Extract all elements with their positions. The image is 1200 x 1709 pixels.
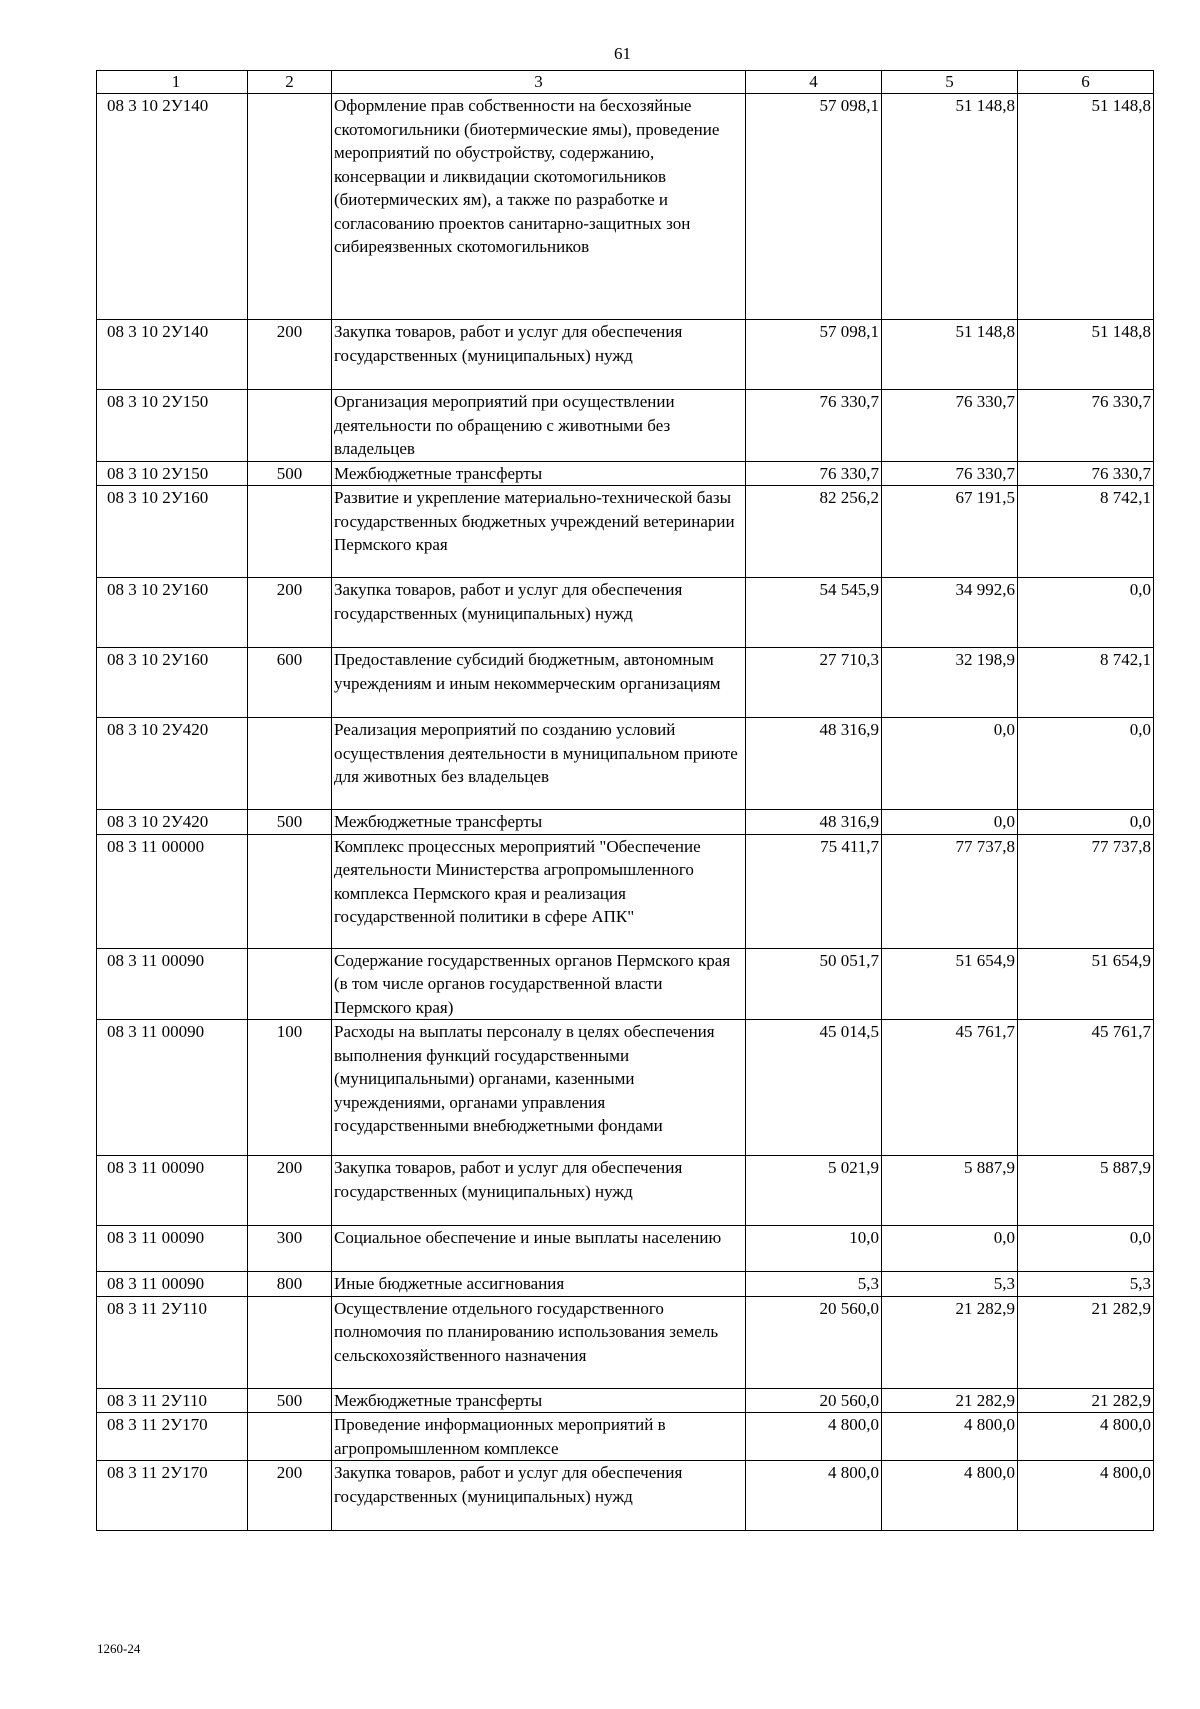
- expense-type-cell: [248, 718, 332, 810]
- amount-col-6-cell: 5 887,9: [1018, 1156, 1154, 1226]
- table-row: [97, 1296, 1154, 1388]
- amount-col-6-cell: 45 761,7: [1018, 1020, 1154, 1156]
- header-col-5: 5: [882, 71, 1018, 94]
- amount-col-5-cell: 76 330,7: [882, 461, 1018, 486]
- expense-type-cell: 500: [248, 1388, 332, 1413]
- header-col-1: 1: [97, 71, 248, 94]
- header-col-6: 6: [1018, 71, 1154, 94]
- amount-col-6-cell: 8 742,1: [1018, 648, 1154, 718]
- item-name-cell: Предоставление субсидий бюджетным, автономным учреждениям и иным некоммерческим организациям: [332, 648, 746, 718]
- item-name-cell: Закупка товаров, работ и услуг для обеспечения государственных (муниципальных) нужд: [332, 1156, 746, 1226]
- amount-col-4-cell: 4 800,0: [746, 1461, 882, 1531]
- item-name-cell: Комплекс процессных мероприятий "Обеспечение деятельности Министерства агропромышленного комплекса Пермского края и реализация государственной политики в сфере АПК": [332, 834, 746, 948]
- target-code-cell: 08 3 11 2У110: [97, 1388, 248, 1413]
- amount-col-6-cell: 76 330,7: [1018, 390, 1154, 462]
- amount-col-6-cell: 0,0: [1018, 718, 1154, 810]
- expense-type-cell: [248, 834, 332, 948]
- amount-col-5-cell: 5,3: [882, 1272, 1018, 1297]
- item-name-cell: Закупка товаров, работ и услуг для обеспечения государственных (муниципальных) нужд: [332, 578, 746, 648]
- target-code-cell: 08 3 11 2У170: [97, 1461, 248, 1531]
- item-name-cell: Закупка товаров, работ и услуг для обеспечения государственных (муниципальных) нужд: [332, 1461, 746, 1531]
- amount-col-6-cell: 4 800,0: [1018, 1461, 1154, 1531]
- amount-col-4-cell: 45 014,5: [746, 1020, 882, 1156]
- target-code-cell: 08 3 11 2У170: [97, 1413, 248, 1461]
- amount-col-4-cell: 48 316,9: [746, 810, 882, 835]
- header-row: [97, 71, 1154, 94]
- amount-col-5-cell: 51 148,8: [882, 320, 1018, 390]
- table-row: [97, 1156, 1154, 1226]
- expense-type-cell: 600: [248, 648, 332, 718]
- amount-col-4-cell: 82 256,2: [746, 486, 882, 578]
- target-code-cell: 08 3 11 00090: [97, 1156, 248, 1226]
- table-row: [97, 718, 1154, 810]
- item-name-cell: Организация мероприятий при осуществлении деятельности по обращению с животными без владельцев: [332, 390, 746, 462]
- amount-col-5-cell: 5 887,9: [882, 1156, 1018, 1226]
- item-name-cell: Закупка товаров, работ и услуг для обеспечения государственных (муниципальных) нужд: [332, 320, 746, 390]
- table-row: [97, 948, 1154, 1020]
- item-name-cell: Расходы на выплаты персоналу в целях обеспечения выполнения функций государственными (муниципальными) органами, казенными учреждениями, органами управления государственными внебюджетными фондами: [332, 1020, 746, 1156]
- amount-col-6-cell: 8 742,1: [1018, 486, 1154, 578]
- target-code-cell: 08 3 11 00090: [97, 1226, 248, 1272]
- amount-col-6-cell: 21 282,9: [1018, 1296, 1154, 1388]
- table-row: [97, 320, 1154, 390]
- amount-col-5-cell: 45 761,7: [882, 1020, 1018, 1156]
- target-code-cell: 08 3 10 2У140: [97, 320, 248, 390]
- amount-col-5-cell: 51 654,9: [882, 948, 1018, 1020]
- amount-col-5-cell: 32 198,9: [882, 648, 1018, 718]
- amount-col-4-cell: 54 545,9: [746, 578, 882, 648]
- amount-col-5-cell: 34 992,6: [882, 578, 1018, 648]
- target-code-cell: 08 3 11 00090: [97, 948, 248, 1020]
- table-row: [97, 1020, 1154, 1156]
- item-name-cell: Проведение информационных мероприятий в агропромышленном комплексе: [332, 1413, 746, 1461]
- table-row: [97, 390, 1154, 462]
- amount-col-6-cell: 0,0: [1018, 810, 1154, 835]
- expense-type-cell: [248, 1296, 332, 1388]
- expense-type-cell: 200: [248, 320, 332, 390]
- amount-col-4-cell: 76 330,7: [746, 390, 882, 462]
- item-name-cell: Оформление прав собственности на бесхозяйные скотомогильники (биотермические ямы), проведение мероприятий по обустройству, содержанию, консервации и ликвидации скотомогильников (биотермических ям), а также по разработке и согласованию проектов санитарно-защитных зон сибиреязвенных скотомогильников: [332, 94, 746, 320]
- expense-type-cell: [248, 948, 332, 1020]
- amount-col-6-cell: 21 282,9: [1018, 1388, 1154, 1413]
- target-code-cell: 08 3 10 2У160: [97, 648, 248, 718]
- amount-col-4-cell: 27 710,3: [746, 648, 882, 718]
- amount-col-4-cell: 76 330,7: [746, 461, 882, 486]
- table-row: [97, 1413, 1154, 1461]
- target-code-cell: 08 3 10 2У150: [97, 461, 248, 486]
- table-row: [97, 578, 1154, 648]
- expense-type-cell: 200: [248, 1461, 332, 1531]
- expense-type-cell: [248, 390, 332, 462]
- expense-type-cell: [248, 1413, 332, 1461]
- target-code-cell: 08 3 10 2У420: [97, 810, 248, 835]
- table-row: [97, 834, 1154, 948]
- amount-col-5-cell: 77 737,8: [882, 834, 1018, 948]
- amount-col-5-cell: 4 800,0: [882, 1413, 1018, 1461]
- amount-col-5-cell: 0,0: [882, 810, 1018, 835]
- target-code-cell: 08 3 11 00090: [97, 1272, 248, 1297]
- table-row: [97, 1226, 1154, 1272]
- target-code-cell: 08 3 10 2У140: [97, 94, 248, 320]
- item-name-cell: Реализация мероприятий по созданию условий осуществления деятельности в муниципальном приюте для животных без владельцев: [332, 718, 746, 810]
- item-name-cell: Социальное обеспечение и иные выплаты населению: [332, 1226, 746, 1272]
- header-col-2: 2: [248, 71, 332, 94]
- header-col-4: 4: [746, 71, 882, 94]
- amount-col-5-cell: 51 148,8: [882, 94, 1018, 320]
- amount-col-4-cell: 50 051,7: [746, 948, 882, 1020]
- amount-col-6-cell: 51 148,8: [1018, 94, 1154, 320]
- amount-col-4-cell: 57 098,1: [746, 94, 882, 320]
- item-name-cell: Межбюджетные трансферты: [332, 1388, 746, 1413]
- target-code-cell: 08 3 10 2У160: [97, 486, 248, 578]
- amount-col-5-cell: 21 282,9: [882, 1296, 1018, 1388]
- amount-col-4-cell: 5,3: [746, 1272, 882, 1297]
- amount-col-4-cell: 5 021,9: [746, 1156, 882, 1226]
- amount-col-5-cell: 21 282,9: [882, 1388, 1018, 1413]
- expense-type-cell: 800: [248, 1272, 332, 1297]
- table-row: [97, 1461, 1154, 1531]
- target-code-cell: 08 3 10 2У420: [97, 718, 248, 810]
- expense-type-cell: 200: [248, 578, 332, 648]
- item-name-cell: Развитие и укрепление материально-технической базы государственных бюджетных учреждений ветеринарии Пермского края: [332, 486, 746, 578]
- item-name-cell: Осуществление отдельного государственного полномочия по планированию использования земель сельскохозяйственного назначения: [332, 1296, 746, 1388]
- amount-col-6-cell: 5,3: [1018, 1272, 1154, 1297]
- document-code: 1260-24: [97, 1641, 141, 1656]
- amount-col-5-cell: 67 191,5: [882, 486, 1018, 578]
- table-row: [97, 1272, 1154, 1297]
- amount-col-6-cell: 51 654,9: [1018, 948, 1154, 1020]
- target-code-cell: 08 3 11 00090: [97, 1020, 248, 1156]
- amount-col-6-cell: 4 800,0: [1018, 1413, 1154, 1461]
- expense-type-cell: 300: [248, 1226, 332, 1272]
- expense-type-cell: 500: [248, 461, 332, 486]
- table-row: [97, 810, 1154, 835]
- amount-col-4-cell: 57 098,1: [746, 320, 882, 390]
- target-code-cell: 08 3 10 2У150: [97, 390, 248, 462]
- table-row: [97, 94, 1154, 320]
- item-name-cell: Содержание государственных органов Пермского края (в том числе органов государственной власти Пермского края): [332, 948, 746, 1020]
- item-name-cell: Иные бюджетные ассигнования: [332, 1272, 746, 1297]
- amount-col-6-cell: 51 148,8: [1018, 320, 1154, 390]
- amount-col-5-cell: 76 330,7: [882, 390, 1018, 462]
- amount-col-6-cell: 77 737,8: [1018, 834, 1154, 948]
- header-col-3: 3: [332, 71, 746, 94]
- expense-type-cell: [248, 94, 332, 320]
- item-name-cell: Межбюджетные трансферты: [332, 461, 746, 486]
- table-row: [97, 461, 1154, 486]
- table-row: [97, 486, 1154, 578]
- expense-type-cell: [248, 486, 332, 578]
- budget-table: [96, 70, 1154, 1531]
- item-name-cell: Межбюджетные трансферты: [332, 810, 746, 835]
- expense-type-cell: 200: [248, 1156, 332, 1226]
- amount-col-4-cell: 48 316,9: [746, 718, 882, 810]
- page-number: 61: [614, 44, 631, 63]
- target-code-cell: 08 3 10 2У160: [97, 578, 248, 648]
- amount-col-6-cell: 0,0: [1018, 1226, 1154, 1272]
- amount-col-4-cell: 75 411,7: [746, 834, 882, 948]
- amount-col-4-cell: 10,0: [746, 1226, 882, 1272]
- target-code-cell: 08 3 11 2У110: [97, 1296, 248, 1388]
- amount-col-4-cell: 4 800,0: [746, 1413, 882, 1461]
- amount-col-5-cell: 4 800,0: [882, 1461, 1018, 1531]
- amount-col-6-cell: 76 330,7: [1018, 461, 1154, 486]
- expense-type-cell: 100: [248, 1020, 332, 1156]
- expense-type-cell: 500: [248, 810, 332, 835]
- table-row: [97, 648, 1154, 718]
- table-row: [97, 1388, 1154, 1413]
- target-code-cell: 08 3 11 00000: [97, 834, 248, 948]
- amount-col-5-cell: 0,0: [882, 718, 1018, 810]
- amount-col-4-cell: 20 560,0: [746, 1296, 882, 1388]
- amount-col-6-cell: 0,0: [1018, 578, 1154, 648]
- amount-col-4-cell: 20 560,0: [746, 1388, 882, 1413]
- amount-col-5-cell: 0,0: [882, 1226, 1018, 1272]
